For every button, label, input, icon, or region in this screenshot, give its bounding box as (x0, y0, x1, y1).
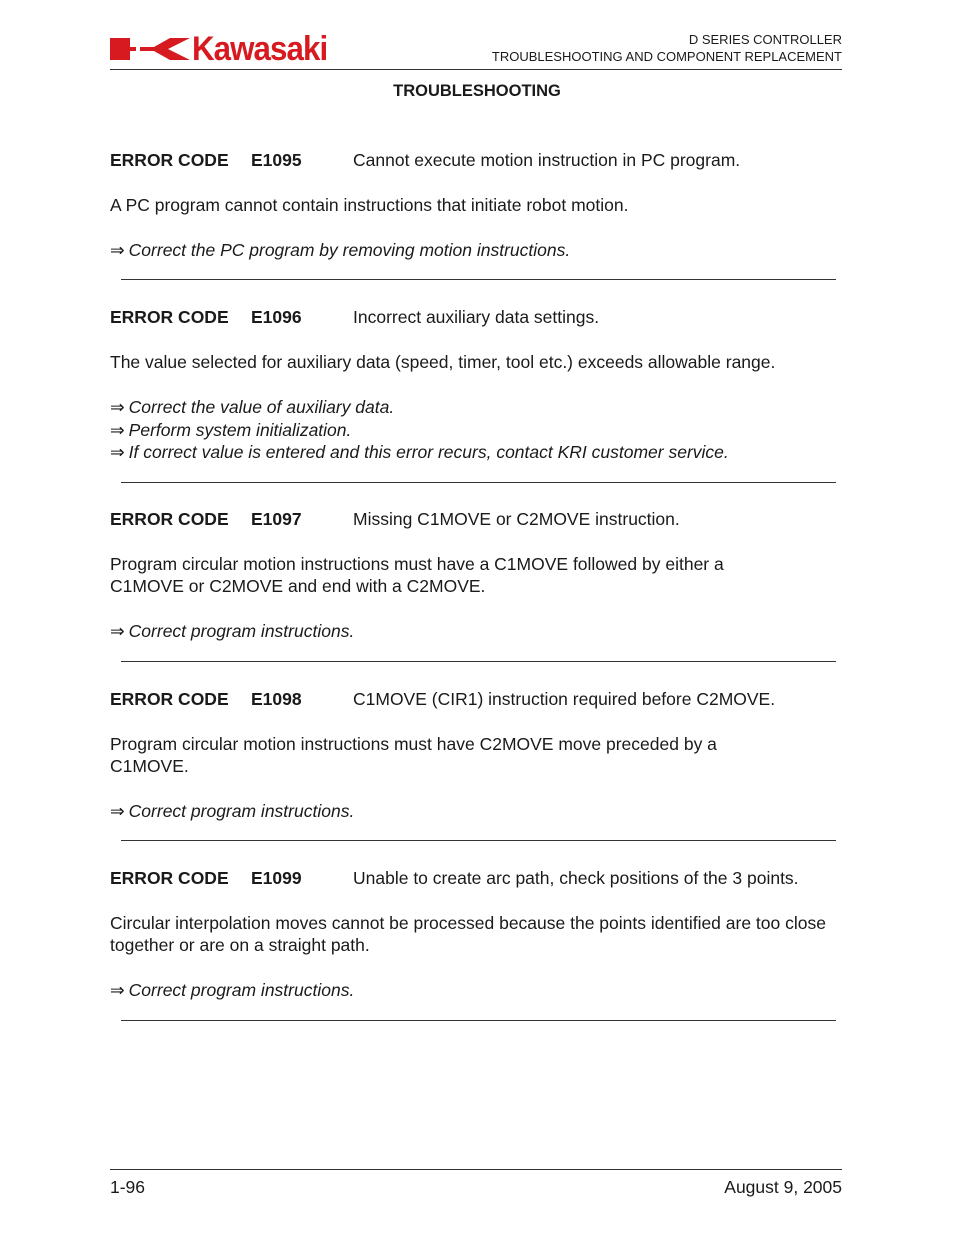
error-description: A PC program cannot contain instructions that initiate robot motion. (110, 195, 629, 215)
error-section-e1095 (110, 149, 842, 262)
remedy-list (110, 620, 842, 643)
error-code-number: E1096 (251, 307, 302, 327)
remedy-list (110, 396, 842, 464)
header-divider (110, 69, 842, 70)
error-code-line (110, 688, 842, 710)
error-section-e1099 (110, 867, 842, 1002)
remedy-list (110, 239, 842, 262)
page-number: 1-96 (110, 1177, 146, 1197)
error-code-line (110, 867, 842, 889)
error-code-number: E1095 (251, 150, 302, 170)
error-code-line (110, 306, 842, 328)
remedy-item (110, 620, 842, 643)
kawasaki-logo (110, 30, 339, 68)
error-section-e1096 (110, 306, 842, 464)
error-description: The value selected for auxiliary data (speed, timer, tool etc.) exceeds allowable range. (110, 352, 776, 372)
remedy-list (110, 800, 842, 823)
error-section-e1098 (110, 688, 842, 823)
error-code-number: E1098 (251, 689, 302, 709)
remedy-item (110, 239, 842, 262)
remedy-item (110, 419, 842, 442)
remedy-text: If correct value is entered and this error recurs, contact KRI customer service. (128, 442, 729, 462)
error-message: Unable to create arc path, check positions of the 3 points. (353, 868, 799, 888)
remedy-text: Correct program instructions. (128, 801, 355, 821)
error-code-number: E1099 (251, 868, 302, 888)
error-description: Program circular motion instructions must have C2MOVE move preceded by a C1MOVE. (110, 734, 717, 776)
error-code-label: ERROR CODE (110, 150, 229, 170)
page-title: TROUBLESHOOTING (393, 82, 561, 100)
error-code-label: ERROR CODE (110, 509, 229, 529)
document-date: August 9, 2005 (724, 1177, 842, 1197)
section-divider (121, 279, 836, 280)
remedy-text: Correct the PC program by removing motion instructions. (128, 240, 571, 260)
arrow-icon: ⇒ (110, 442, 125, 462)
remedy-item (110, 441, 842, 464)
header-title-line2: TROUBLESHOOTING AND COMPONENT REPLACEMENT (491, 49, 842, 64)
remedy-text: Correct the value of auxiliary data. (128, 397, 395, 417)
error-code-label: ERROR CODE (110, 868, 229, 888)
error-code-label: ERROR CODE (110, 307, 229, 327)
arrow-icon: ⇒ (110, 419, 125, 440)
error-code-line (110, 149, 842, 171)
error-description: Circular interpolation moves cannot be processed because the points identified are too close together or are on a straight path. (110, 913, 826, 955)
remedy-list (110, 979, 842, 1002)
kawasaki-logo-mark-icon (110, 35, 190, 63)
section-divider (121, 840, 836, 841)
arrow-icon: ⇒ (110, 621, 125, 641)
error-section-e1097 (110, 508, 842, 643)
arrow-icon: ⇒ (110, 980, 125, 1000)
error-message: Incorrect auxiliary data settings. (353, 307, 600, 327)
section-divider (121, 661, 836, 662)
error-message: C1MOVE (CIR1) instruction required before C2MOVE. (353, 689, 776, 709)
remedy-text: Perform system initialization. (128, 419, 352, 440)
error-description: Program circular motion instructions must have a C1MOVE followed by either a C1MOVE or C2MOVE and end with a C2MOVE. (110, 554, 724, 596)
arrow-icon: ⇒ (110, 801, 125, 821)
error-code-line (110, 508, 842, 530)
logo-text: Kawasaki (192, 30, 328, 68)
remedy-item (110, 979, 842, 1002)
error-code-label: ERROR CODE (110, 689, 229, 709)
error-message: Cannot execute motion instruction in PC program. (353, 150, 741, 170)
arrow-icon: ⇒ (110, 240, 125, 260)
remedy-item (110, 800, 842, 823)
error-code-number: E1097 (251, 509, 302, 529)
remedy-text: Correct program instructions. (128, 621, 355, 641)
error-message: Missing C1MOVE or C2MOVE instruction. (353, 509, 680, 529)
footer-divider (110, 1169, 842, 1170)
arrow-icon: ⇒ (110, 397, 125, 417)
document-header (492, 31, 842, 65)
header-title-line1: D SERIES CONTROLLER (688, 32, 842, 47)
remedy-item (110, 396, 842, 419)
remedy-text: Correct program instructions. (128, 980, 355, 1000)
section-divider (121, 1020, 836, 1021)
section-divider (121, 482, 836, 483)
